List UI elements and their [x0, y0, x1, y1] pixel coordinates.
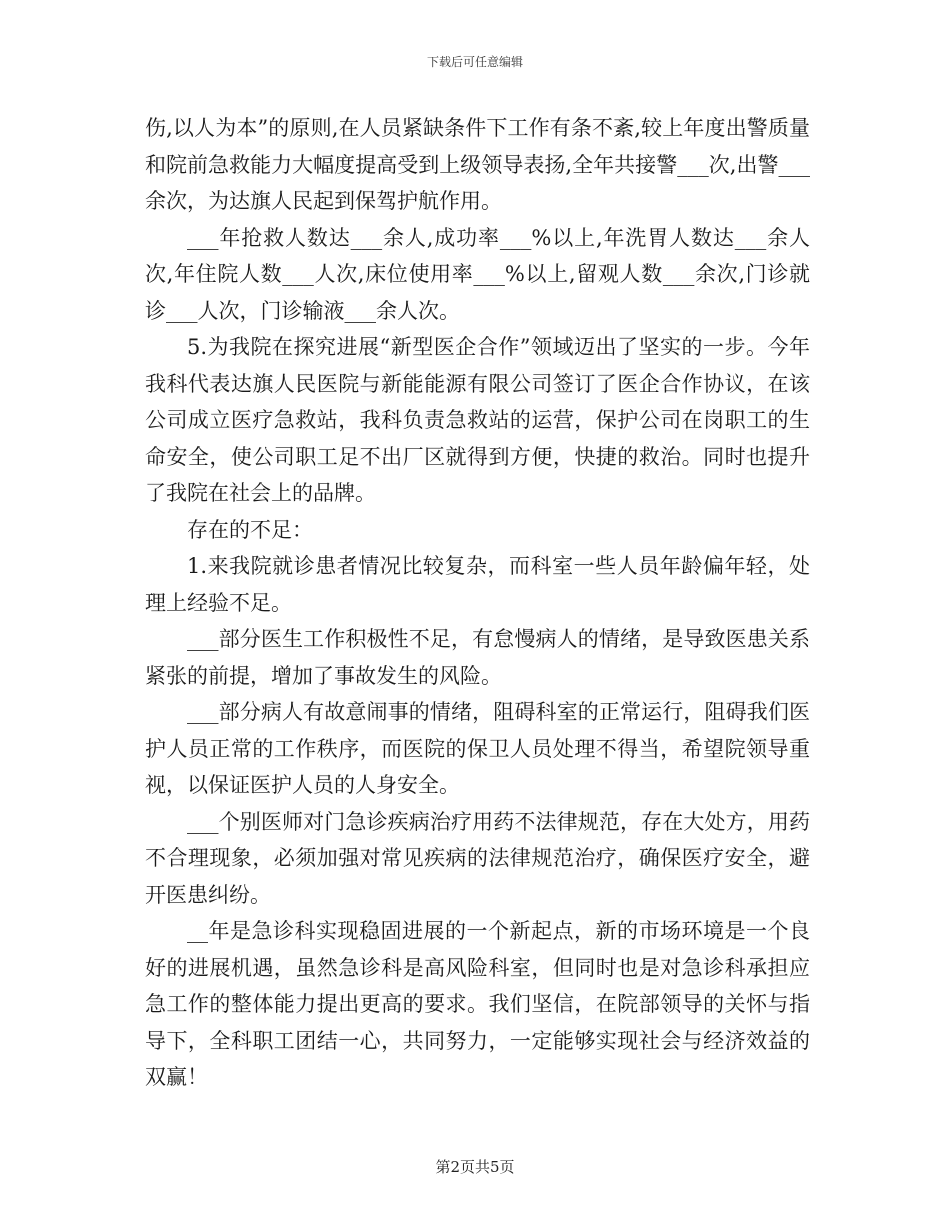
paragraph-item-5: 5.为我院在探究进展“新型医企合作”领域迈出了坚实的一步。今年我科代表达旗人民医院与新能能源有限公司签订了医企合作协议，在该公司成立医疗急救站，我科负责急救站的运营，保护公司在岗职工的生命安全，使公司职工足不出厂区就得到方便，快捷的救治。同时也提升了我院在社会上的品牌。 — [145, 335, 810, 505]
page-header: 下载后可任意编辑 — [426, 55, 523, 69]
paragraph-shortcoming-3: ___部分病人有故意闹事的情绪，阻碍科室的正常运行，阻碍我们医护人员正常的工作秩序，而医院的保卫人员处理不得当，希望院领导重视，以保证医护人员的人身安全。 — [145, 700, 810, 797]
paragraph-conclusion: __年是急诊科实现稳固进展的一个新起点，新的市场环境是一个良好的进展机遇，虽然急诊科是高风险科室，但同时也是对急诊科承担应急工作的整体能力提出更高的要求。我们坚信，在院部领导的关怀与指导下，全科职工团结一心，共同努力，一定能够实现社会与经济效益的双赢！ — [145, 919, 810, 1089]
paragraph-statistics: ___年抢救人数达___余人,成功率___%以上,年洗胃人数达___余人次,年住院人数___人次,床位使用率___%以上,留观人数___余次,门诊就诊___人次，门诊输液___余人次。 — [145, 225, 810, 323]
paragraph-continued: 伤,以人为本”的原则,在人员紧缺条件下工作有条不紊,较上年度出警质量和院前急救能力大幅度提高受到上级领导表扬,全年共接警___次,出警___余次，为达旗人民起到保驾护航作用。 — [145, 116, 810, 213]
paragraph-shortcoming-4: ___个别医师对门急诊疾病治疗用药不法律规范，存在大处方，用药不合理现象，必须加强对常见疾病的法律规范治疗，确保医疗安全，避开医患纠纷。 — [145, 809, 810, 907]
paragraph-shortcoming-2: ___部分医生工作积极性不足，有怠慢病人的情绪，是导致医患关系紧张的前提，增加了事故发生的风险。 — [145, 627, 810, 688]
section-heading-shortcomings: 存在的不足： — [187, 517, 313, 542]
paragraph-shortcoming-1: 1.来我院就诊患者情况比较复杂，而科室一些人员年龄偏年轻，处理上经验不足。 — [145, 554, 810, 615]
page-number: 第2页共5页 — [435, 1158, 515, 1176]
document-body — [145, 110, 810, 1096]
